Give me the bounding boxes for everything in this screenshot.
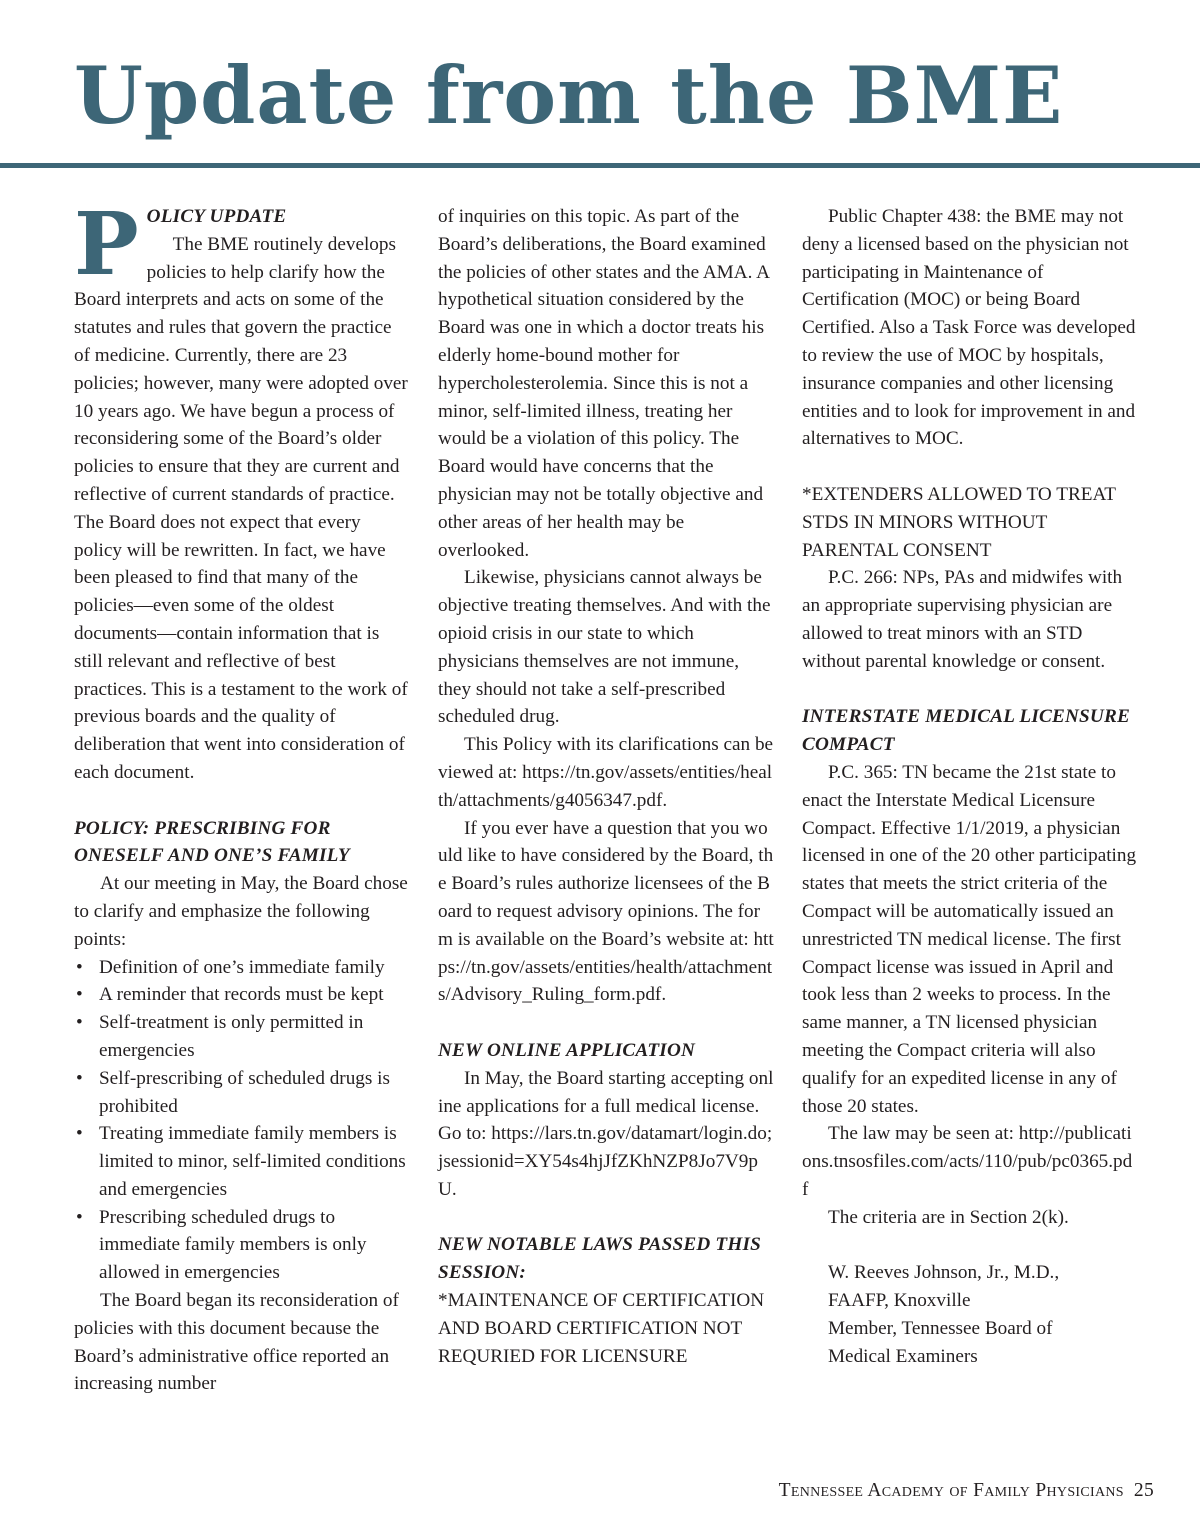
online-application-body: In May, the Board starting accepting online applications for a full medical license. Go to: https://lars.tn.gov/datamart/login.do;jsessionid=XY54s4hjJfZKhNZP8Jo7V9pU. <box>438 1067 774 1200</box>
page-title: Update from the BME <box>74 49 1064 142</box>
list-item: • Definition of one’s immediate family <box>74 954 409 982</box>
compact-heading: INTERSTATE MEDICAL LICENSURE COMPACT <box>802 706 1130 756</box>
policy-link-paragraph: This Policy with its clarifications can be viewed at: https://tn.gov/assets/entities/health/attachments/g4056347.pdf. <box>438 734 774 811</box>
bullet-icon: • <box>76 1123 83 1145</box>
pc438-paragraph: Public Chapter 438: the BME may not deny a licensed based on the physician not participating in Maintenance of Certification (MOC) or being Board Certified. Also a Task Force was developed to review the use of MOC by hospitals, insurance companies and other licensing entities and to look for improvement in and alternatives to MOC. <box>802 206 1136 450</box>
list-item: • Treating immediate family members is limited to minor, self-limited conditions and emergencies <box>74 1120 409 1203</box>
column-1 <box>74 194 409 1398</box>
list-item: • Self-prescribing of scheduled drugs is prohibited <box>74 1065 409 1121</box>
list-item: • Self-treatment is only permitted in emergencies <box>74 1009 409 1065</box>
likewise-paragraph: Likewise, physicians cannot always be objective treating themselves. And with the opioid crisis in our state to which physicians themselves are not immune, they should not take a self-prescribed scheduled drug. <box>438 567 771 728</box>
online-application-heading: NEW ONLINE APPLICATION <box>438 1039 696 1061</box>
signature-line: Medical Examiners <box>828 1345 978 1367</box>
notable-laws-heading: NEW NOTABLE LAWS PASSED THIS SESSION: <box>438 1234 762 1284</box>
prescribing-heading: POLICY: PRESCRIBING FOR ONESELF AND ONE’S FAMILY <box>74 817 350 867</box>
policy-update-heading: OLICY UPDATE <box>146 206 287 227</box>
title-rule <box>0 163 1200 168</box>
policy-update-section <box>74 194 409 787</box>
signature-line: W. Reeves Johnson, Jr., M.D., <box>828 1262 1060 1284</box>
drop-cap: P <box>74 194 139 295</box>
pc266-paragraph: P.C. 266: NPs, PAs and midwifes with an appropriate supervising physician are allowed to treat minors with an STD without parental knowledge or consent. <box>802 567 1123 672</box>
bullet-icon: • <box>76 956 83 978</box>
reconsideration-paragraph: The Board began its reconsideration of policies with this document because the Board’s administrative office reported an increasing number <box>74 1290 399 1395</box>
bullet-icon: • <box>76 1206 83 1228</box>
signature-block <box>802 1259 1138 1370</box>
criteria-paragraph: The criteria are in Section 2(k). <box>828 1206 1069 1228</box>
bullet-icon: • <box>76 984 83 1006</box>
moc-heading: *MAINTENANCE OF CERTIFICATION AND BOARD CERTIFICATION NOT REQURIED FOR LICENSURE <box>438 1290 765 1367</box>
continuation-paragraph: of inquiries on this topic. As part of the Board’s deliberations, the Board examined the policies of other states and the AMA. A hypothetical situation considered by the Board was one in which a doctor treats his elderly home-bound mother for hypercholesterolemia. Since this is not a minor, self-limited illness, treating her would be a violation of this policy. The Board would have concerns that the physician may not be totally objective and other areas of her health may be overlooked. <box>438 206 769 561</box>
list-item: • A reminder that records must be kept <box>74 981 409 1009</box>
page-footer <box>779 1480 1154 1502</box>
publication-name: Tennessee Academy of Family Physicians <box>778 1480 1124 1501</box>
column-2 <box>438 203 774 1370</box>
prescribing-intro: At our meeting in May, the Board chose to clarify and emphasize the following points: <box>74 873 408 950</box>
page-number: 25 <box>1133 1480 1154 1501</box>
bullet-icon: • <box>76 1012 83 1034</box>
list-item: • Prescribing scheduled drugs to immediate family members is only allowed in emergencies <box>74 1204 409 1287</box>
column-3 <box>802 203 1138 1370</box>
law-link-paragraph: The law may be seen at: http://publications.tnsosfiles.com/acts/110/pub/pc0365.pdf <box>802 1123 1133 1200</box>
extenders-heading: *EXTENDERS ALLOWED TO TREAT STDS IN MINORS WITHOUT PARENTAL CONSENT <box>802 483 1116 561</box>
policy-update-body: The BME routinely develops policies to help clarify how the Board interprets and acts on some of the statutes and rules that govern the practice of medicine. Currently, there are 23 policies; however, many were adopted over 10 years ago. We have begun a process of reconsidering some of the Board’s older policies to ensure that they are current and reflective of current standards of practice. The Board does not expect that every policy will be rewritten. In fact, we have been pleased to find that many of the policies—even some of the oldest documents—contain information that is still relevant and reflective of best practices. This is a testament to the work of previous boards and the quality of deliberation that went into consideration of each document. <box>74 233 408 783</box>
signature-line: Member, Tennessee Board of <box>828 1317 1053 1339</box>
prescribing-bullet-list <box>74 954 409 1288</box>
bullet-icon: • <box>76 1067 83 1089</box>
signature-line: FAAFP, Knoxville <box>828 1290 971 1312</box>
advisory-paragraph: If you ever have a question that you would like to have considered by the Board, the Board’s rules authorize licensees of the Board to request advisory opinions. The form is available on the Board’s website at: https://tn.gov/assets/entities/health/attachments/Advisory_Ruling_form.pdf. <box>438 817 774 1006</box>
pc365-paragraph: P.C. 365: TN became the 21st state to enact the Interstate Medical Licensure Compact. Effective 1/1/2019, a physician licensed in one of the 20 other participating states that meets the strict criteria of the Compact will be automatically issued an unrestricted TN medical license. The first Compact license was issued in April and took less than 2 weeks to process. In the same manner, a TN licensed physician meeting the Compact criteria will also qualify for an expedited license in any of those 20 states. <box>802 761 1137 1117</box>
